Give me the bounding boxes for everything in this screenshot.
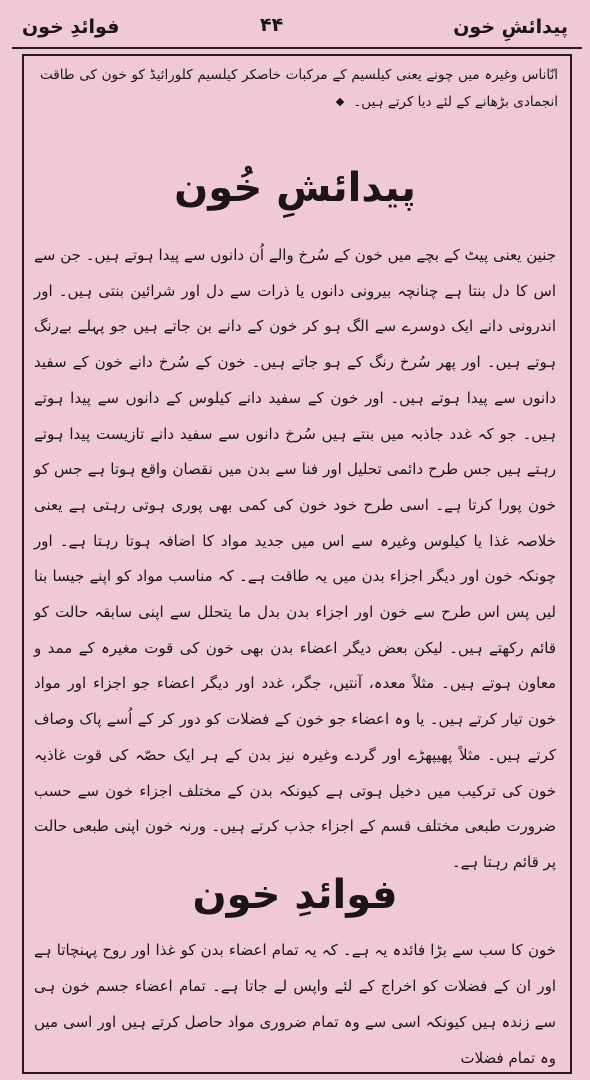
section-body-origin-of-blood: جنین یعنی پیٹ کے بچے میں خون کے سُرخ والے اُن دانوں سے پیدا ہوتے ہیں۔ جن سے اس کا دل بنتا ہے چنانچہ بیرونی دانوں یا ذرات سے دل اور شرائین بنتی ہیں۔ اور اندرونی دانے ایک دوسرے سے الگ ہو کر خون کے دانے بن جاتے ہیں جو پہلے بےرنگ ہوتے ہیں۔ اور پھر سُرخ رنگ کے ہو جاتے ہیں۔ خون کے سُرخ دانے خون کے سفید دانوں سے پیدا ہوتے ہیں۔ اور خون کے سفید دانے کیلوس کے دانوں سے پیدا ہوتے ہیں۔ جو کہ غدد جاذبہ میں بنتے ہیں سُرخ دانوں سے سفید دانے تازیست پیدا ہوتے رہتے ہیں جس طرح دائمی تحلیل اور فنا سے بدن میں نقصان واقع ہوتا ہے جس کو خون پورا کرتا ہے۔ اسی طرح خود خون کی کمی بھی پوری ہوتی رہتی ہے یعنی خلاصہ غذا یا کیلوس وغیرہ سے اس میں جدید مواد کا اضافہ ہوتا رہتا ہے۔ اور چونکہ خون اور دیگر اجزاء بدن میں یہ طاقت ہے۔ کہ مناسب مواد کو اپنے جیسا بنا لیں پس اس طرح سے خون اور اجزاء بدن بدل ما یتحلل سے اپنی سابقہ حالت کو قائم رکھتے ہیں۔ لیکن بعض دیگر اعضاء بدن بھی خون کی قوت مغیرہ کے ممد و معاون ہوتے ہیں۔ مثلاً معدہ، آنتیں، جگر، غدد اور دیگر اعضاء جو اجزاء اور مواد خون تیار کرتے ہیں۔ یا وہ اعضاء جو خون کے فضلات کو دور کر کے اُسے پاک وصاف کرتے ہیں۔ مثلاً پھیپھڑے اور گردے وغیرہ نیز بدن کے ہر ایک حصّہ کی قوت غاذیہ خون کی ترکیب میں دخیل ہوتی ہے کیونکہ بدن کے مختلف اجزاء خون سے حسب ضرورت طبعی مختلف قسم کے اجزاء جذب کرتے ہیں۔ ورنہ خون اپنی طبعی حالت پر قائم رہتا ہے۔ xyxy=(34,246,556,871)
intro-text: انّاناس وغیرہ میں چونے یعنی کیلسیم کے مرکبات خاصکر کیلسیم کلورائیڈ کو خون کی طاقت انجمادی بڑھانے کے لئے دیا کرتے ہیں۔ xyxy=(40,67,558,110)
running-header xyxy=(10,6,580,48)
intro-paragraph xyxy=(40,62,558,116)
section-body-benefits-of-blood: خون کا سب سے بڑا فائدہ یہ ہے۔ کہ یہ تمام اعضاء بدن کو غذا اور روح پہنچاتا ہے اور ان کے فضلات کو اخراج کے لئے واپس لے جاتا ہے۔ تمام اعضاء جسم خون ہی سے زندہ ہیں کیونکہ اسی سے وہ تمام ضروری مواد حاصل کرتے ہیں اور اسی میں وہ تمام فضلات xyxy=(34,941,556,1067)
header-title-left: فوائدِ خون xyxy=(22,16,120,38)
end-bullet-icon xyxy=(336,98,344,106)
page-number: ۴۴ xyxy=(260,14,284,36)
section-heading-origin-of-blood: پیدائشِ خُون xyxy=(174,165,416,211)
header-title-right: پیدائشِ خون xyxy=(453,16,568,38)
section-heading-benefits-of-blood: فوائدِ خون xyxy=(192,872,398,918)
header-divider xyxy=(12,47,582,49)
